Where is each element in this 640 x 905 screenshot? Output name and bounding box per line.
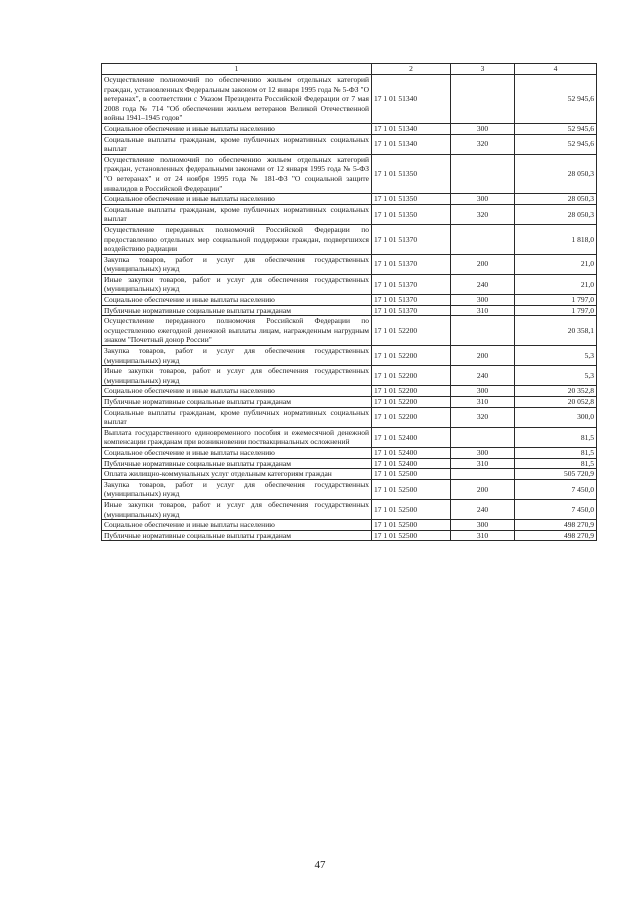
row-name-cell: Социальные выплаты гражданам, кроме публичных нормативных социальных выплат [102, 134, 372, 154]
target-code-cell: 17 1 01 51370 [372, 254, 451, 274]
table-row [102, 204, 597, 224]
target-code-cell: 17 1 01 52200 [372, 397, 451, 408]
target-code-cell: 17 1 01 52200 [372, 346, 451, 366]
amount-cell: 300,0 [515, 407, 597, 427]
amount-cell: 81,5 [515, 427, 597, 447]
table-row [102, 458, 597, 469]
table-row [102, 194, 597, 205]
expense-type-cell [451, 154, 515, 193]
expense-type-cell: 300 [451, 123, 515, 134]
target-code-cell: 17 1 01 52400 [372, 447, 451, 458]
amount-cell: 52 945,6 [515, 134, 597, 154]
expense-type-cell: 320 [451, 204, 515, 224]
amount-cell: 1 818,0 [515, 224, 597, 254]
row-name-cell: Осуществление переданного полномочия Российской Федерации по осуществлению ежегодной денежной выплаты лицам, награжденным нагрудным знаком "Почетный донор России" [102, 316, 372, 346]
expense-type-cell: 240 [451, 366, 515, 386]
amount-cell: 28 050,3 [515, 194, 597, 205]
row-name-cell: Публичные нормативные социальные выплаты гражданам [102, 458, 372, 469]
row-name-cell: Осуществление полномочий по обеспечению жильем отдельных категорий граждан, установленных федеральными законами от 12 января 1995 года № 5-ФЗ "О ветеранах" и от 24 ноября 1995 года № 181-ФЗ "О социальной защите инвалидов в Российской Федерации" [102, 154, 372, 193]
row-name-cell: Иные закупки товаров, работ и услуг для обеспечения государственных (муниципальных) нужд [102, 499, 372, 519]
amount-cell: 5,3 [515, 346, 597, 366]
table-row [102, 366, 597, 386]
expense-type-cell: 200 [451, 254, 515, 274]
amount-cell: 28 050,3 [515, 154, 597, 193]
expense-type-cell [451, 75, 515, 124]
amount-cell: 52 945,6 [515, 75, 597, 124]
row-name-cell: Иные закупки товаров, работ и услуг для обеспечения государственных (муниципальных) нужд [102, 366, 372, 386]
target-code-cell: 17 1 01 51340 [372, 123, 451, 134]
target-code-cell: 17 1 01 52500 [372, 469, 451, 480]
table-row [102, 123, 597, 134]
target-code-cell: 17 1 01 52500 [372, 499, 451, 519]
table-row [102, 386, 597, 397]
expense-type-cell: 320 [451, 134, 515, 154]
row-name-cell: Оплата жилищно-коммунальных услуг отдельным категориям граждан [102, 469, 372, 480]
table-row [102, 154, 597, 193]
row-name-cell: Социальные выплаты гражданам, кроме публичных нормативных социальных выплат [102, 407, 372, 427]
expense-type-cell: 310 [451, 305, 515, 316]
page-number: 47 [314, 859, 326, 871]
row-name-cell: Социальное обеспечение и иные выплаты населению [102, 123, 372, 134]
expense-type-cell [451, 427, 515, 447]
column-header: 3 [451, 64, 515, 75]
expense-type-cell: 300 [451, 520, 515, 531]
row-name-cell: Социальное обеспечение и иные выплаты населению [102, 447, 372, 458]
table-row [102, 274, 597, 294]
expense-type-cell [451, 224, 515, 254]
table-row [102, 224, 597, 254]
amount-cell: 1 797,0 [515, 305, 597, 316]
table-row [102, 479, 597, 499]
expense-type-cell: 300 [451, 447, 515, 458]
column-header: 1 [102, 64, 372, 75]
row-name-cell: Социальное обеспечение и иные выплаты населению [102, 520, 372, 531]
table-row [102, 469, 597, 480]
table-body [102, 75, 597, 541]
amount-cell: 81,5 [515, 447, 597, 458]
amount-cell: 7 450,0 [515, 479, 597, 499]
target-code-cell: 17 1 01 52200 [372, 366, 451, 386]
table-row [102, 254, 597, 274]
column-header: 4 [515, 64, 597, 75]
row-name-cell: Выплата государственного единовременного пособия и ежемесячной денежной компенсации гражданам при возникновении поствакцинальных осложнений [102, 427, 372, 447]
target-code-cell: 17 1 01 52200 [372, 386, 451, 397]
target-code-cell: 17 1 01 52500 [372, 479, 451, 499]
target-code-cell: 17 1 01 51370 [372, 274, 451, 294]
row-name-cell: Публичные нормативные социальные выплаты гражданам [102, 530, 372, 541]
expense-type-cell [451, 469, 515, 480]
amount-cell: 52 945,6 [515, 123, 597, 134]
table-row [102, 530, 597, 541]
target-code-cell: 17 1 01 51350 [372, 154, 451, 193]
target-code-cell: 17 1 01 51370 [372, 295, 451, 306]
amount-cell: 1 797,0 [515, 295, 597, 306]
header-row [102, 64, 597, 75]
expense-type-cell: 310 [451, 530, 515, 541]
target-code-cell: 17 1 01 52500 [372, 530, 451, 541]
table-row [102, 346, 597, 366]
expense-type-cell: 300 [451, 194, 515, 205]
amount-cell: 505 720,9 [515, 469, 597, 480]
target-code-cell: 17 1 01 52200 [372, 316, 451, 346]
amount-cell: 20 352,8 [515, 386, 597, 397]
row-name-cell: Закупка товаров, работ и услуг для обеспечения государственных (муниципальных) нужд [102, 479, 372, 499]
amount-cell: 498 270,9 [515, 520, 597, 531]
expense-type-cell [451, 316, 515, 346]
table-row [102, 75, 597, 124]
expense-type-cell: 200 [451, 346, 515, 366]
table-row [102, 499, 597, 519]
row-name-cell: Публичные нормативные социальные выплаты гражданам [102, 305, 372, 316]
amount-cell: 20 052,8 [515, 397, 597, 408]
table-row [102, 305, 597, 316]
target-code-cell: 17 1 01 52400 [372, 458, 451, 469]
table-row [102, 397, 597, 408]
row-name-cell: Осуществление переданных полномочий Российской Федерации по предоставлению отдельных мер социальной поддержки граждан, подвергшихся воздействию радиации [102, 224, 372, 254]
table-row [102, 316, 597, 346]
table-row [102, 134, 597, 154]
row-name-cell: Иные закупки товаров, работ и услуг для обеспечения государственных (муниципальных) нужд [102, 274, 372, 294]
expense-type-cell: 300 [451, 295, 515, 306]
target-code-cell: 17 1 01 51350 [372, 194, 451, 205]
target-code-cell: 17 1 01 52200 [372, 407, 451, 427]
row-name-cell: Социальное обеспечение и иные выплаты населению [102, 295, 372, 306]
amount-cell: 81,5 [515, 458, 597, 469]
expense-type-cell: 310 [451, 397, 515, 408]
expense-type-cell: 240 [451, 499, 515, 519]
amount-cell: 7 450,0 [515, 499, 597, 519]
target-code-cell: 17 1 01 51370 [372, 305, 451, 316]
amount-cell: 498 270,9 [515, 530, 597, 541]
amount-cell: 5,3 [515, 366, 597, 386]
target-code-cell: 17 1 01 51340 [372, 75, 451, 124]
amount-cell: 28 050,3 [515, 204, 597, 224]
row-name-cell: Публичные нормативные социальные выплаты гражданам [102, 397, 372, 408]
expense-type-cell: 200 [451, 479, 515, 499]
amount-cell: 21,0 [515, 254, 597, 274]
table-row [102, 427, 597, 447]
target-code-cell: 17 1 01 51340 [372, 134, 451, 154]
column-header: 2 [372, 64, 451, 75]
row-name-cell: Закупка товаров, работ и услуг для обеспечения государственных (муниципальных) нужд [102, 254, 372, 274]
table-row [102, 295, 597, 306]
expense-type-cell: 300 [451, 386, 515, 397]
row-name-cell: Социальное обеспечение и иные выплаты населению [102, 194, 372, 205]
row-name-cell: Социальное обеспечение и иные выплаты населению [102, 386, 372, 397]
expense-type-cell: 310 [451, 458, 515, 469]
target-code-cell: 17 1 01 51350 [372, 204, 451, 224]
amount-cell: 21,0 [515, 274, 597, 294]
target-code-cell: 17 1 01 52500 [372, 520, 451, 531]
table-row [102, 520, 597, 531]
target-code-cell: 17 1 01 52400 [372, 427, 451, 447]
table-row [102, 447, 597, 458]
amount-cell: 20 358,1 [515, 316, 597, 346]
expense-type-cell: 320 [451, 407, 515, 427]
row-name-cell: Социальные выплаты гражданам, кроме публичных нормативных социальных выплат [102, 204, 372, 224]
budget-table [101, 63, 597, 541]
expense-type-cell: 240 [451, 274, 515, 294]
table-row [102, 407, 597, 427]
row-name-cell: Закупка товаров, работ и услуг для обеспечения государственных (муниципальных) нужд [102, 346, 372, 366]
row-name-cell: Осуществление полномочий по обеспечению жильем отдельных категорий граждан, установленных Федеральным законом от 12 января 1995 года № 5-ФЗ "О ветеранах", в соответствии с Указом Президента Российской Федерации от 7 мая 2008 года № 714 "Об обеспечении жильем ветеранов Великой Отечественной войны 1941–1945 годов" [102, 75, 372, 124]
target-code-cell: 17 1 01 51370 [372, 224, 451, 254]
